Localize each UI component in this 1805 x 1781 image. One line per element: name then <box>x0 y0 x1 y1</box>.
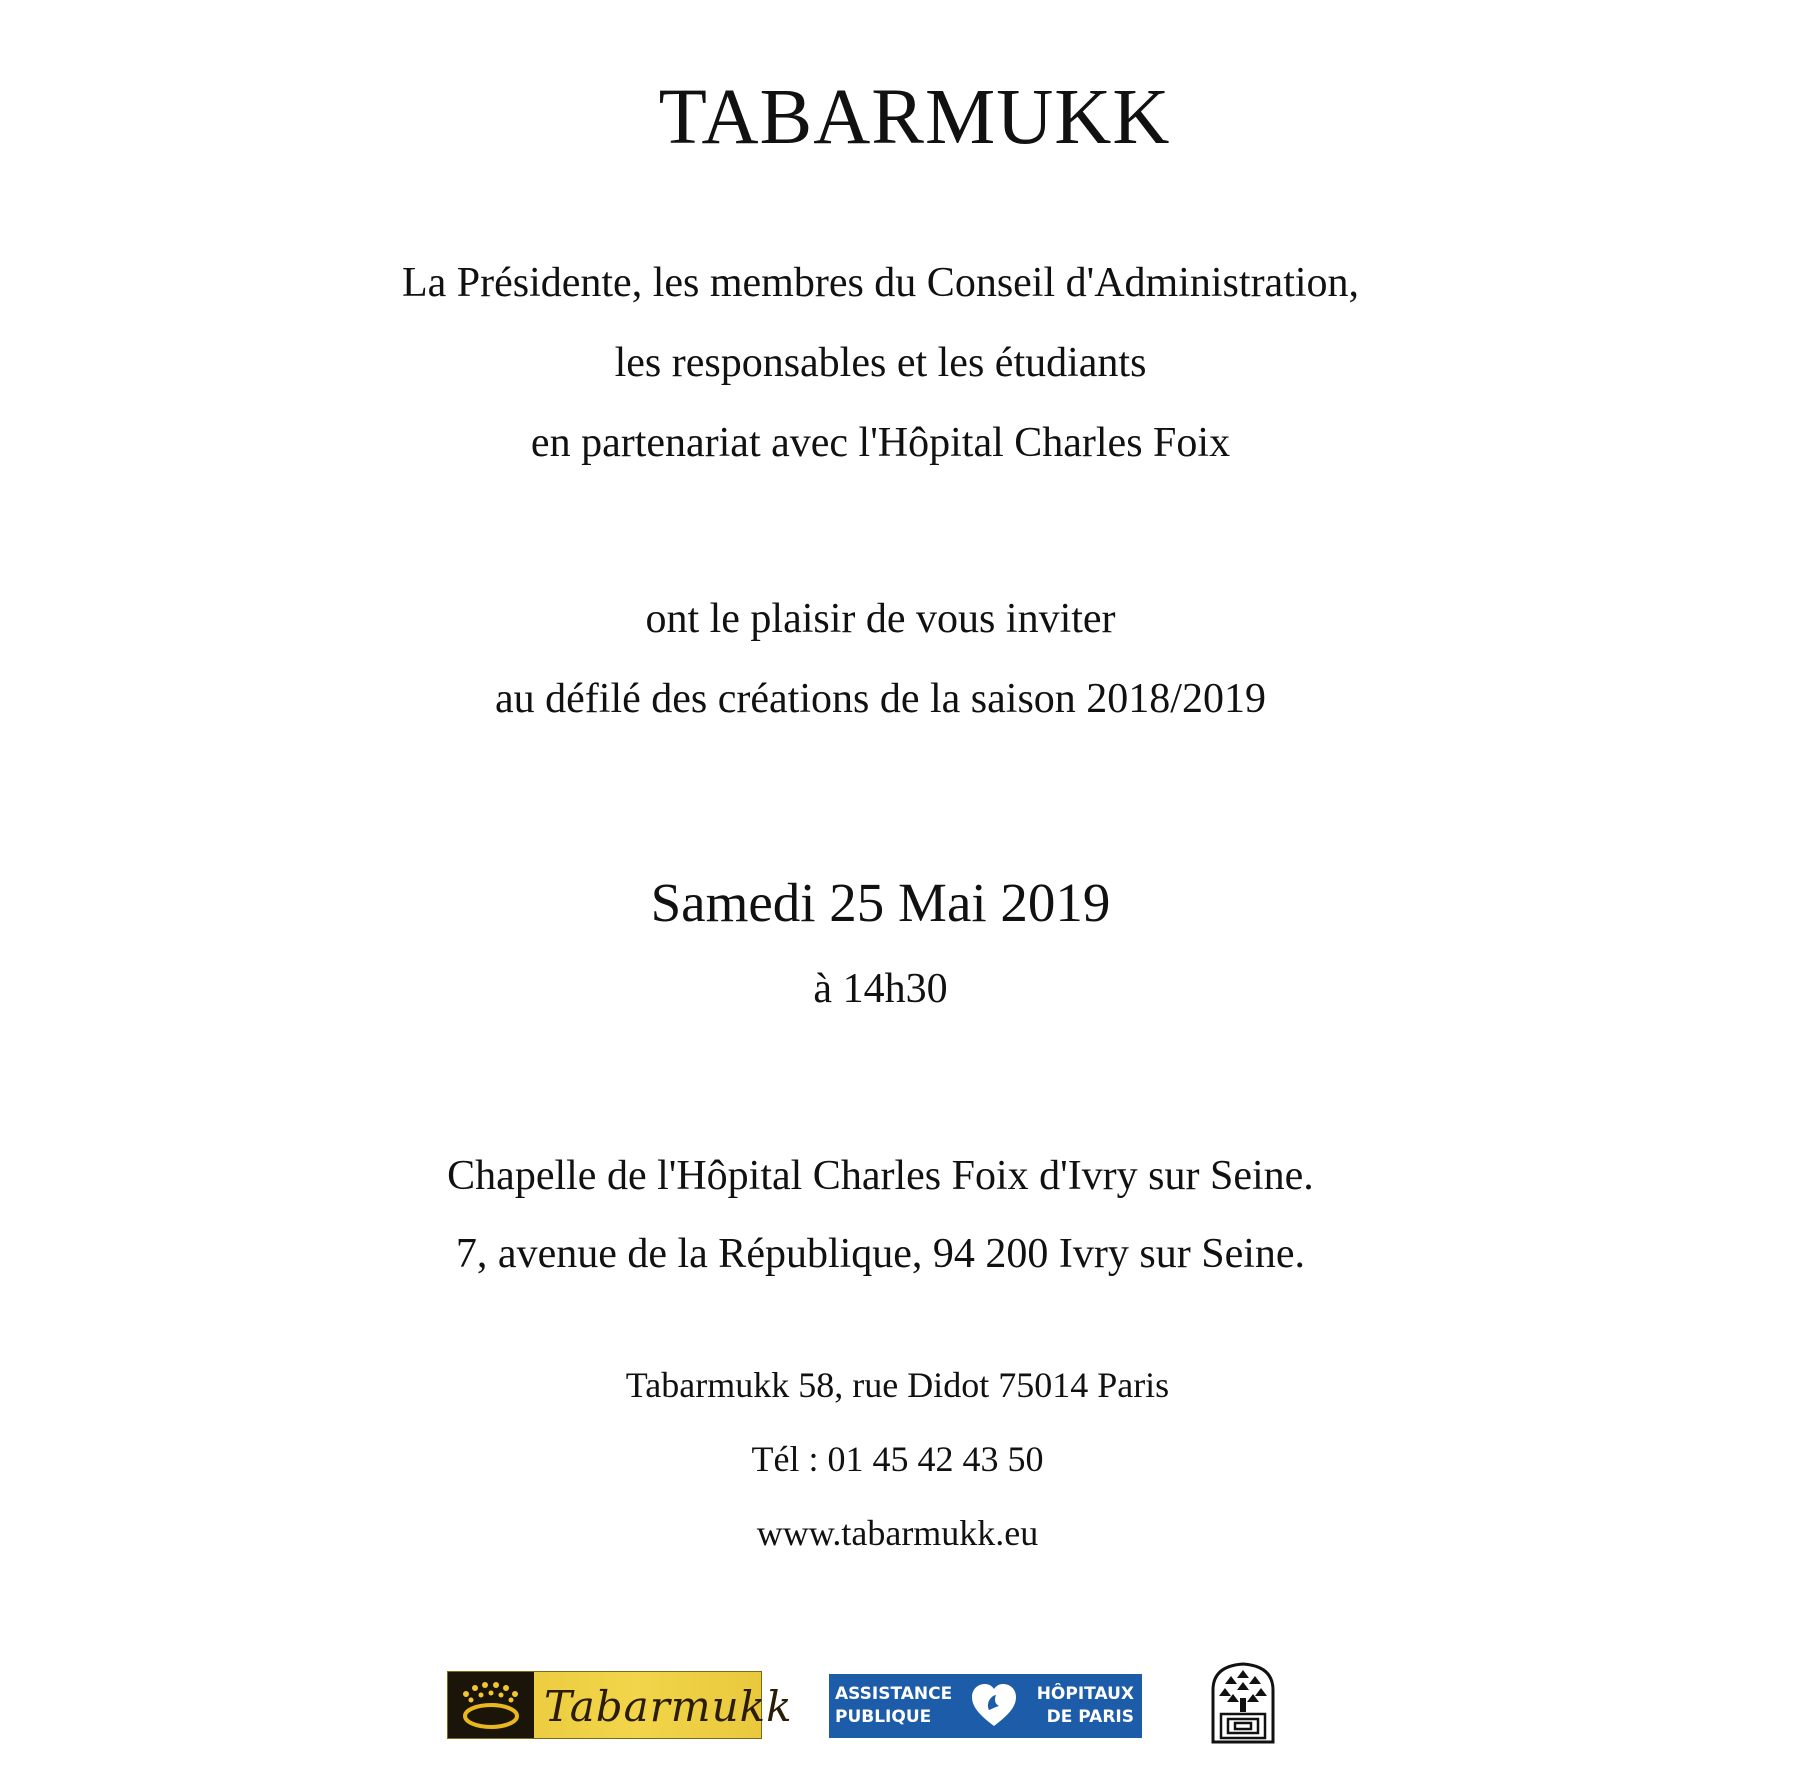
aphp-left-line-1: ASSISTANCE <box>835 1684 953 1704</box>
tabarmukk-logo <box>447 1671 793 1739</box>
page-title: TABARMUKK <box>658 74 1171 161</box>
invite-line-2: au défilé des créations de la saison 2018/2019 <box>495 676 1266 722</box>
venue-line-2: 7, avenue de la République, 94 200 Ivry sur Seine. <box>455 1231 1306 1277</box>
event-date: Samedi 25 Mai 2019 <box>650 872 1111 933</box>
tabarmukk-logo-emblem <box>448 1672 534 1738</box>
tabarmukk-logo-word: Tabarmukk <box>544 1682 793 1731</box>
intro-line-2: les responsables et les étudiants <box>614 340 1147 386</box>
invite-line-1: ont le plaisir de vous inviter <box>645 596 1116 642</box>
aphp-right-line-2: DE PARIS <box>1046 1707 1134 1727</box>
aphp-left-line-2: PUBLIQUE <box>835 1707 932 1727</box>
tree-logo <box>1209 1660 1277 1744</box>
tree-icon <box>1209 1660 1277 1744</box>
contact-address: Tabarmukk 58, rue Didot 75014 Paris <box>625 1365 1170 1405</box>
aphp-right-line-1: HÔPITAUX <box>1036 1684 1134 1704</box>
intro-line-1: La Présidente, les membres du Conseil d'Administration, <box>401 260 1360 306</box>
aphp-logo <box>829 1674 1142 1738</box>
contact-website: www.tabarmukk.eu <box>756 1513 1039 1553</box>
crown-icon <box>448 1672 534 1740</box>
contact-phone: Tél : 01 45 42 43 50 <box>751 1439 1044 1479</box>
intro-line-3: en partenariat avec l'Hôpital Charles Foix <box>530 420 1231 466</box>
heart-icon <box>968 1680 1020 1732</box>
event-time: à 14h30 <box>813 966 948 1012</box>
venue-line-1: Chapelle de l'Hôpital Charles Foix d'Ivry sur Seine. <box>447 1153 1314 1199</box>
